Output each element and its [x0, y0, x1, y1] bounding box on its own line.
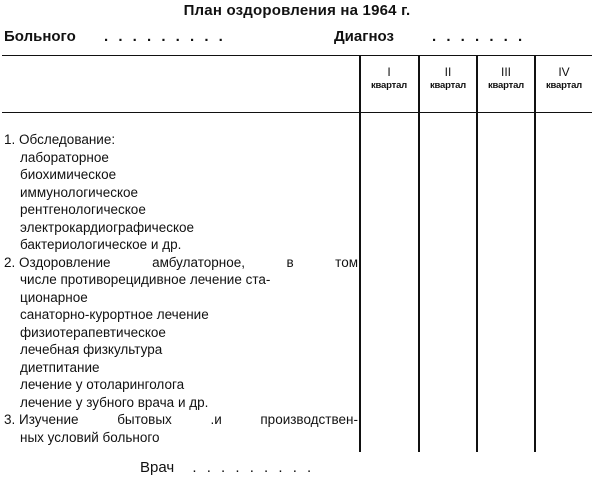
living-word: производствен-: [260, 412, 358, 427]
quarter-header-3: [477, 66, 535, 92]
treatment-heading-line: [4, 254, 358, 272]
quarter-number: I: [387, 65, 391, 79]
treatment-word: 2. Оздоровление: [4, 254, 111, 270]
exam-heading: 1. Обследование:: [4, 132, 116, 147]
living-word: .и: [210, 412, 222, 427]
diagnosis-dots: . . . . . . .: [432, 28, 526, 45]
living-word: бытовых: [117, 412, 172, 427]
treatment-subitem: лечение у отоларинголога: [20, 377, 185, 392]
quarter-label: квартал: [487, 80, 524, 91]
patient-dots: . . . . . . . . .: [104, 28, 226, 45]
quarter-number: II: [444, 65, 452, 79]
quarter-number: III: [500, 65, 511, 79]
column-divider-1: [359, 56, 361, 452]
quarter-label: квартал: [429, 80, 466, 91]
quarter-label: квартал: [370, 80, 407, 91]
column-divider-4: [534, 56, 536, 452]
doctor-dots: . . . . . . . . .: [192, 459, 315, 476]
living-conditions-line-1: [4, 411, 358, 429]
exam-subitem: бактериологическое и др.: [20, 237, 182, 252]
treatment-word: амбулаторное,: [152, 254, 245, 270]
treatment-line-3: ционарное: [20, 289, 88, 305]
exam-subitem: электрокардиографическое: [20, 219, 195, 235]
quarter-label: квартал: [545, 80, 582, 91]
living-conditions-line-2: ных условий больного: [20, 429, 160, 445]
treatment-subitem: санаторно-курортное лечение: [20, 307, 209, 322]
treatment-word: том: [335, 254, 358, 270]
exam-subitem: иммунологическое: [20, 184, 139, 200]
treatment-line-2: числе противорецидивное лечение ста-: [20, 272, 271, 287]
table-header-rule: [2, 112, 592, 113]
patient-label: Больного: [4, 28, 76, 45]
living-word: 3. Изучение: [4, 412, 79, 427]
exam-subitem: биохимическое: [20, 167, 117, 182]
quarter-header-2: [419, 66, 477, 92]
column-divider-3: [476, 56, 478, 452]
page-title: План оздоровления на 1964 г.: [183, 2, 411, 19]
column-divider-2: [418, 56, 420, 452]
table-top-rule: [2, 55, 592, 56]
quarter-number: IV: [558, 65, 570, 79]
treatment-subitem: лечебная физкультура: [20, 342, 163, 357]
treatment-subitem: физиотерапевтическое: [20, 324, 166, 340]
quarter-header-1: [360, 66, 418, 92]
exam-subitem: рентгенологическое: [20, 202, 146, 217]
treatment-subitem: диетпитание: [20, 359, 100, 375]
diagnosis-label: Диагноз: [334, 28, 394, 45]
doctor-label: Врач: [140, 459, 175, 476]
treatment-word: в: [286, 254, 294, 270]
quarter-header-4: [535, 66, 593, 92]
treatment-subitem: лечение у зубного врача и др.: [20, 394, 209, 410]
plan-items: [4, 131, 358, 446]
doctor-signature-line: [140, 459, 314, 476]
exam-subitem: лабораторное: [20, 149, 109, 165]
